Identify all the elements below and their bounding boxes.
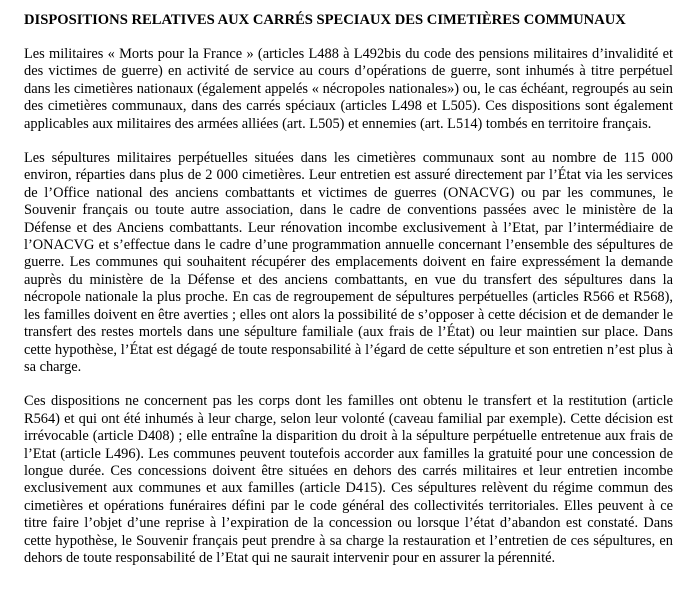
paragraph-military-burials: Les militaires « Morts pour la France » (articles L488 à L492bis du code des pensions militaires d’invalidité et des victimes de guerre) en activité de service au cours d’opérations de guerre, sont inhumés à titre perpétuel dans les cimetières nationaux (également appelés « nécropoles nationales») ou, le cas échéant, regroupés au sein des cimetières communaux, dans des carrés spéciaux (articles L498 et L505). Ces dispositions sont également applicables aux militaires des armées alliées (art. L505) et ennemies (art. L514) tombés en territoire français. (24, 46, 673, 132)
document-title: DISPOSITIONS RELATIVES AUX CARRÉS SPECIAUX DES CIMETIÈRES COMMUNAUX (24, 12, 626, 28)
paragraph-family-transfers: Ces dispositions ne concernent pas les corps dont les familles ont obtenu le transfert et la restitution (article R564) et qui ont été inhumés à leur charge, selon leur volonté (caveau familial par exemple). Cette décision est irrévocable (article D408) ; elle entraîne la disparition du droit à la sépulture perpétuelle entretenue aux frais de l’Etat (article L496). Les communes peuvent toutefois accorder aux familles la gratuité pour une concession de longue durée. Ces concessions doivent être situées en dehors des carrés militaires et leur entretien incombe exclusivement aux communes et aux familles (article D415). Ces sépultures relèvent du régime commun des cimetières et opérations funéraires défini par le code général des collectivités territoriales. Elles peuvent à ce titre faire l’objet d’une reprise à l’expiration de la concession ou lorsque l’état d’abandon est constaté. Dans cette hypothèse, le Souvenir français peut prendre à sa charge la restauration et l’entretien de ces sépultures, en dehors de toute responsabilité de l’Etat qui ne saurait intervenir pour en assurer la pérennité. (24, 393, 673, 566)
paragraph-perpetual-graves: Les sépultures militaires perpétuelles situées dans les cimetières communaux sont au nombre de 115 000 environ, réparties dans plus de 2 000 cimetières. Leur entretien est assuré directement par l’État via les services de l’Office national des anciens combattants et victimes de guerres (ONACVG) ou par les communes, le Souvenir français ou toute autre association, dans le cadre de conventions passées avec le ministère de la Défense et des Anciens combattants. Leur rénovation incombe exclusivement à l’Etat, par l’intermédiaire de l’ONACVG et s’effectue dans le cadre d’une programmation annuelle concernant l’ensemble des sépultures de guerre. Les communes qui souhaitent récupérer des emplacements doivent en faire expressément la demande auprès du ministère de la Défense et des anciens combattants, en vue du transfert des sépultures dans la nécropole nationale la plus proche. En cas de regroupement de sépultures perpétuelles (articles R566 et R568), les familles doivent en être averties ; elles ont alors la possibilité de s’opposer à cette décision et de demander le transfert des restes mortels dans une sépulture familiale (aux frais de l’État) ou leur maintien sur place. Dans cette hypothèse, l’État est dégagé de toute responsabilité à l’égard de cette sépulture et son entretien n’est plus à sa charge. (24, 150, 673, 375)
